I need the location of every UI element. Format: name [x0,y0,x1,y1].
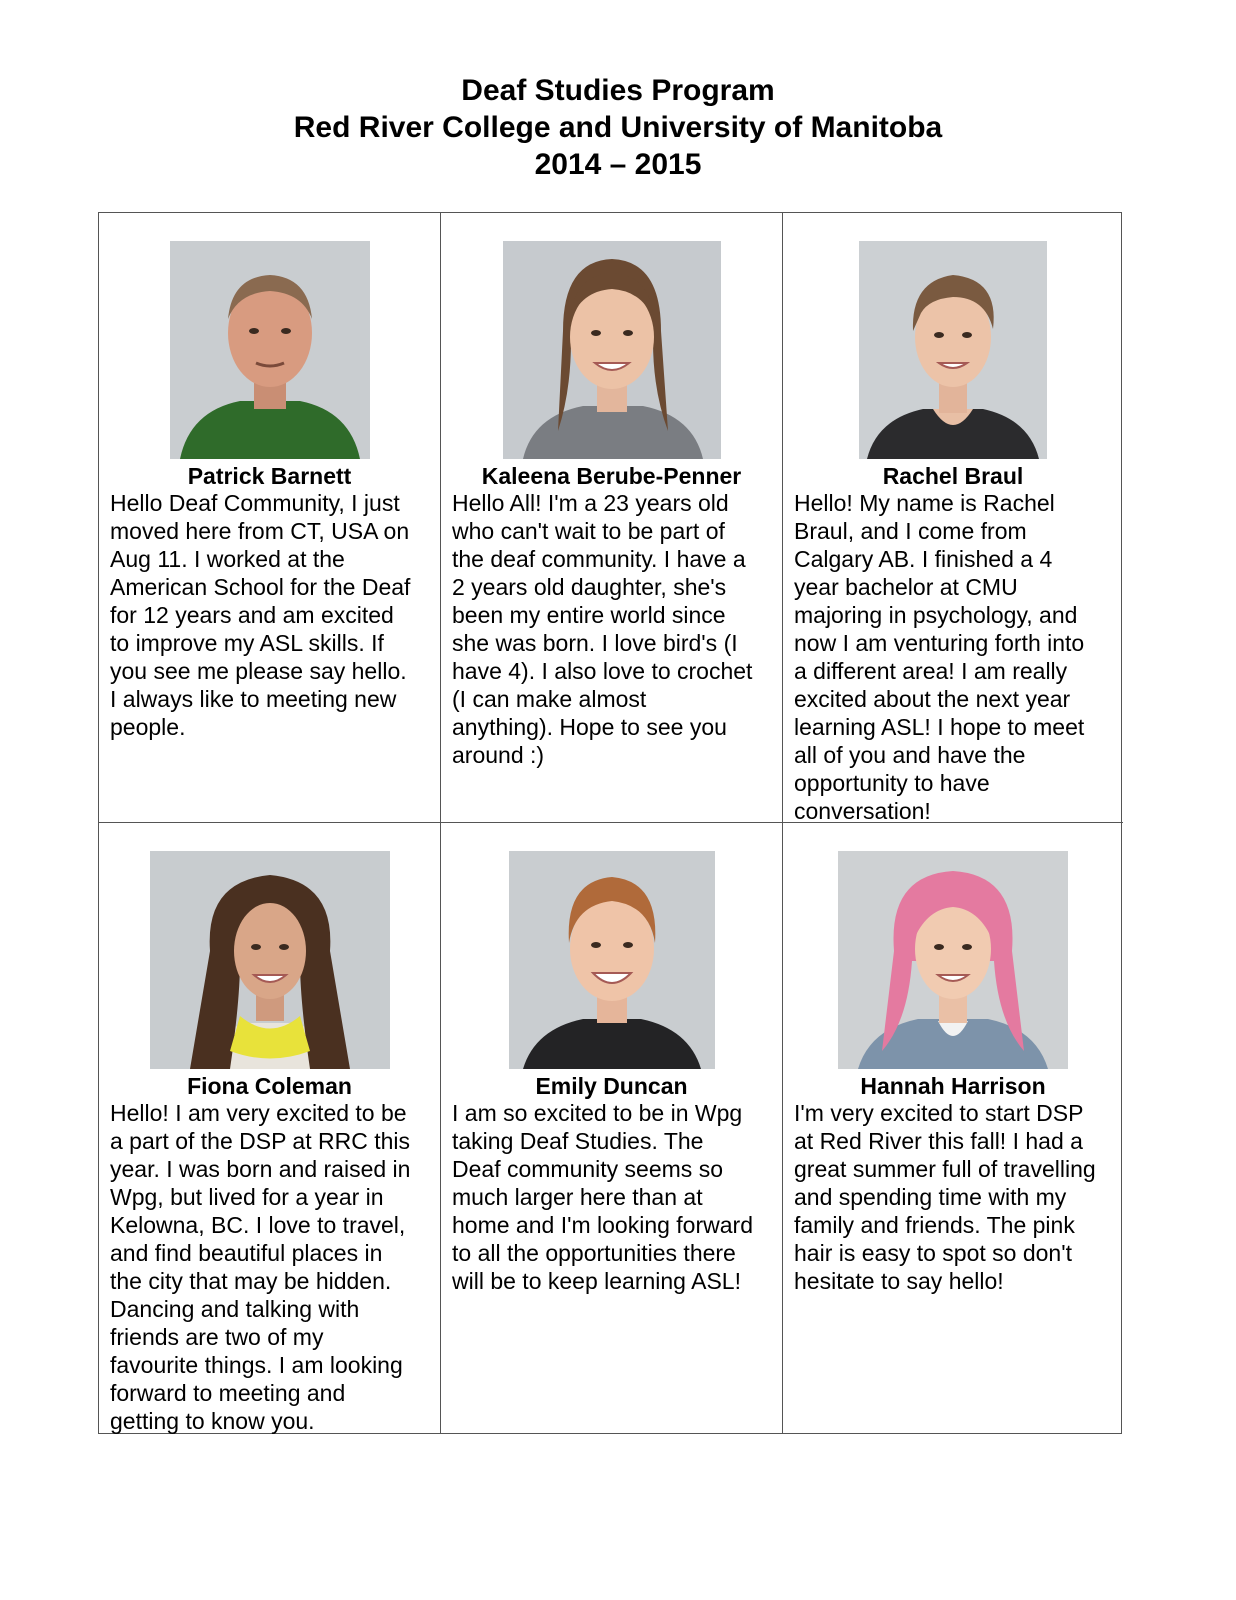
portrait-photo [150,851,390,1069]
student-name: Patrick Barnett [187,463,352,489]
document-title [0,72,1236,183]
student-card [441,823,783,1433]
student-name: Emily Duncan [535,1073,688,1099]
title-line-2: Red River College and University of Manitoba [293,111,943,144]
student-bio: Hello! My name is Rachel Braul, and I come from Calgary AB. I finished a 4 year bachelor at CMU majoring in psychology, and now I am venturing forth into a different area! I am really excited about the next year learning ASL! I hope to meet all of you and have the opportunity to have conversation! [794,490,1085,824]
student-card [99,823,441,1433]
student-card [441,213,783,823]
title-line-3: 2014 – 2015 [534,148,702,181]
portrait-photo [859,241,1047,459]
student-name: Rachel Braul [882,463,1024,489]
portrait-photo [170,241,370,459]
student-bio: Hello All! I'm a 23 years old who can't wait to be part of the deaf community. I have a 2 years old daughter, she's been my entire world since she was born. I love bird's (I have 4). I also love to crochet (I can make almost anything). Hope to see you around :) [452,490,753,768]
student-bio: Hello Deaf Community, I just moved here from CT, USA on Aug 11. I worked at the American School for the Deaf for 12 years and am excited to improve my ASL skills. If you see me please say hello. I always like to meeting new people. [110,490,411,740]
student-name: Fiona Coleman [187,1073,352,1099]
student-card [783,823,1123,1433]
student-name: Kaleena Berube-Penner [481,463,742,489]
portrait-photo [503,241,721,459]
title-line-1: Deaf Studies Program [461,74,775,107]
student-grid [98,212,1122,1434]
student-bio: Hello! I am very excited to be a part of the DSP at RRC this year. I was born and raised in Wpg, but lived for a year in Kelowna, BC. I love to travel, and find beautiful places in the city that may be hidden. Dancing and talking with friends are two of my favourite things. I am looking forward to meeting and getting to know you. [110,1100,411,1434]
student-bio: I'm very excited to start DSP at Red River this fall! I had a great summer full of travelling and spending time with my family and friends. The pink hair is easy to spot so don't hesitate to say hello! [794,1100,1096,1294]
portrait-photo [838,851,1068,1069]
student-card [99,213,441,823]
student-card [783,213,1123,823]
student-bio: I am so excited to be in Wpg taking Deaf Studies. The Deaf community seems so much larger here than at home and I'm looking forward to all the opportunities there will be to keep learning ASL! [452,1100,753,1294]
student-name: Hannah Harrison [860,1073,1046,1099]
portrait-photo [509,851,715,1069]
